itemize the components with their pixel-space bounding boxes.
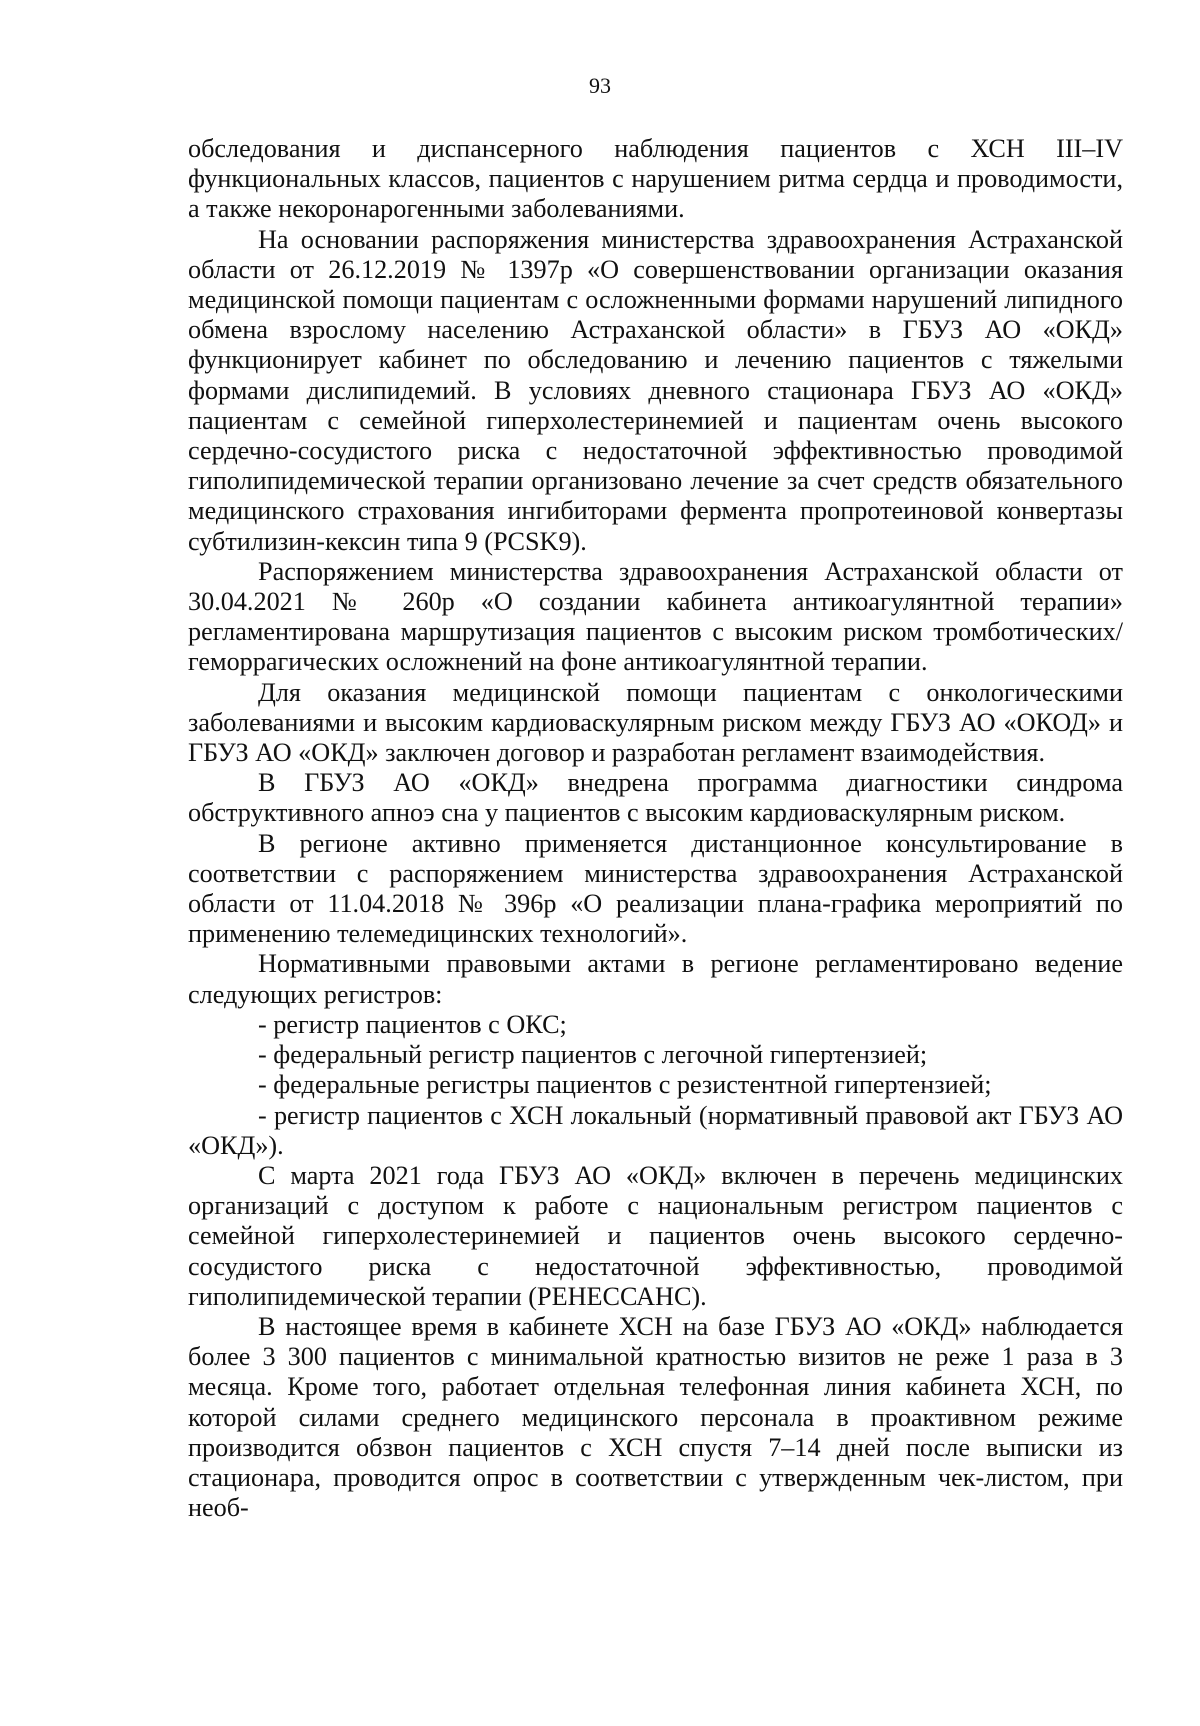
page-number: 93: [589, 73, 611, 98]
paragraph-hsn-cabinet: В настоящее время в кабинете ХСН на базе ГБУЗ АО «ОКД» наблюдается более 3 300 пациентов с минимальной кратностью визитов не реже 1 раза в 3 месяца. Кроме того, работает отдельная телефонная линия кабинета ХСН, по которой силами среднего медицинского персонала в проактивном режиме производится обзвон пациентов с ХСН спустя 7–14 дней после выписки из стационара, проводится опрос в соответствии с утвержденным чек-листом, при необ-: [188, 1311, 1123, 1523]
paragraph-sleep-apnea: В ГБУЗ АО «ОКД» внедрена программа диагностики синдрома обструктивного апноэ сна у пациентов с высоким кардиоваскулярным риском.: [188, 768, 1123, 828]
paragraph-telemedicine: В регионе активно применяется дистанционное консультирование в соответствии с распоряжением министерства здравоохранения Астраханской области от 11.04.2018 № 396р «О реализации плана-графика мероприятий по применению телемедицинских технологий».: [188, 828, 1123, 949]
list-item-register-oks: - регистр пациентов с ОКС;: [258, 1009, 567, 1039]
paragraph-renaissance: С марта 2021 года ГБУЗ АО «ОКД» включен в перечень медицинских организаций с доступом к работе с национальным регистром пациентов с семейной гиперхолестеринемией и пациентов очень высокого сердечно-сосудистого риска с недостаточной эффективностью, проводимой гиполипидемической терапии (РЕНЕССАНС).: [188, 1160, 1123, 1311]
list-item-register-hsn: - регистр пациентов с ХСН локальный (нормативный правовой акт ГБУЗ АО «ОКД»).: [188, 1100, 1123, 1160]
list-item-register-resistant: - федеральные регистры пациентов с резистентной гипертензией;: [258, 1070, 992, 1100]
paragraph-registers-intro: Нормативными правовыми актами в регионе регламентировано ведение следующих регистров:: [188, 949, 1123, 1009]
list-item-register-pulmonary: - федеральный регистр пациентов с легочной гипертензией;: [258, 1040, 928, 1070]
document-body: [188, 134, 1123, 1523]
paragraph-oncology-agreement: Для оказания медицинской помощи пациентам с онкологическими заболеваниями и высоким кардиоваскулярным риском между ГБУЗ АО «ОКОД» и ГБУЗ АО «ОКД» заключен договор и разработан регламент взаимодействия.: [188, 677, 1123, 768]
paragraph-anticoagulant-cabinet: Распоряжением министерства здравоохранения Астраханской области от 30.04.2021 № 260р «О создании кабинета антикоагулянтной терапии» регламентирована маршрутизация пациентов с высоким риском тромботических/геморрагических осложнений на фоне антикоагулянтной терапии.: [188, 556, 1123, 677]
paragraph-continuation: обследования и диспансерного наблюдения пациентов с ХСН III–IV функциональных классов, пациентов с нарушением ритма сердца и проводимости, а также некоронарогенными заболеваниями.: [188, 134, 1123, 224]
paragraph-lipid-cabinet: На основании распоряжения министерства здравоохранения Астраханской области от 26.12.2019 № 1397р «О совершенствовании организации оказания медицинской помощи пациентам с осложненными формами нарушений липидного обмена взрослому населению Астраханской области» в ГБУЗ АО «ОКД» функционирует кабинет по обследованию и лечению пациентов с тяжелыми формами дислипидемий. В условиях дневного стационара ГБУЗ АО «ОКД» пациентам с семейной гиперхолестеринемией и пациентам очень высокого сердечно-сосудистого риска с недостаточной эффективностью проводимой гиполипидемической терапии организовано лечение за счет средств обязательного медицинского страхования ингибиторами фермента пропротеиновой конвертазы субтилизин-кексин типа 9 (PCSK9).: [188, 224, 1123, 556]
